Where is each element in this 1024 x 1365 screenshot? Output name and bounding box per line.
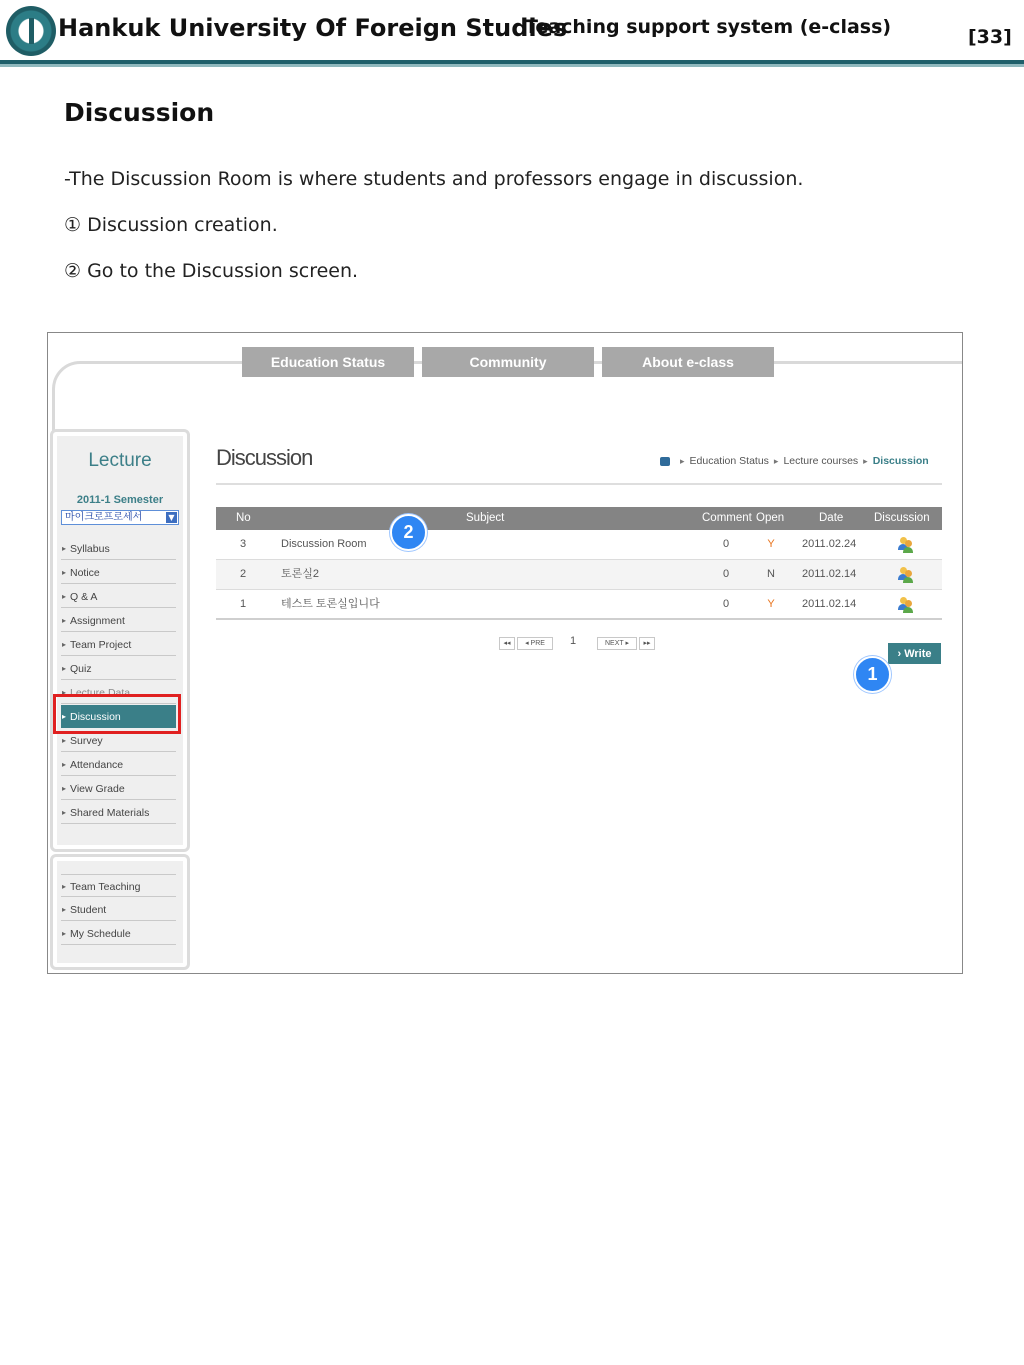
sidebar-item-shared-materials[interactable]: ▸ Shared Materials bbox=[61, 801, 176, 824]
sidebar-item-view-grade[interactable]: ▸ View Grade bbox=[61, 777, 176, 800]
sidebar-item-discussion[interactable]: ▸ Discussion bbox=[61, 705, 176, 728]
breadcrumb-item[interactable]: Lecture courses bbox=[783, 455, 859, 467]
step-1-text: ① Discussion creation. bbox=[64, 214, 278, 236]
sidebar-item-assignment[interactable]: ▸ Assignment bbox=[61, 609, 176, 632]
row-subject-link[interactable]: 토론실2 bbox=[281, 568, 319, 580]
row-comment-count: 0 bbox=[722, 538, 730, 550]
lecture-sidebar bbox=[50, 429, 190, 852]
row-no: 1 bbox=[239, 598, 247, 610]
nav-education-status[interactable]: Education Status bbox=[242, 347, 414, 377]
breadcrumb-current: Discussion bbox=[872, 455, 929, 467]
row-open-status: Y bbox=[767, 538, 775, 550]
sidebar-item-syllabus[interactable]: ▸ Syllabus bbox=[61, 537, 176, 560]
sidebar-item-lecture-data[interactable]: ▸ Lecture Data bbox=[61, 681, 176, 704]
row-date: 2011.02.14 bbox=[802, 598, 857, 610]
page-prev-button[interactable]: ◂ PRE bbox=[517, 637, 553, 650]
discussion-people-icon[interactable] bbox=[897, 567, 913, 583]
course-select-value: 마이크로프로세서 bbox=[65, 512, 143, 523]
university-logo bbox=[6, 6, 56, 56]
row-no: 3 bbox=[239, 538, 247, 550]
col-discussion: Discussion bbox=[874, 512, 930, 524]
table-header bbox=[216, 507, 942, 530]
sidebar-item-team-teaching[interactable]: ▸ Team Teaching bbox=[61, 874, 176, 897]
row-no: 2 bbox=[239, 568, 247, 580]
row-subject-link[interactable]: 테스트 토론실입니다 bbox=[281, 598, 380, 610]
discussion-people-icon[interactable] bbox=[897, 537, 913, 553]
header-divider-light bbox=[0, 64, 1024, 67]
sidebar-title: Lecture bbox=[88, 450, 152, 471]
nav-about-eclass[interactable]: About e-class bbox=[602, 347, 774, 377]
sidebar-item-my-schedule[interactable]: ▸ My Schedule bbox=[61, 922, 176, 945]
nav-community[interactable]: Community bbox=[422, 347, 594, 377]
section-heading: Discussion bbox=[64, 98, 215, 127]
sidebar-item-quiz[interactable]: ▸ Quiz bbox=[61, 657, 176, 680]
row-subject-link[interactable]: Discussion Room bbox=[281, 538, 367, 550]
highlight-box bbox=[53, 694, 181, 734]
page-current[interactable]: 1 bbox=[570, 635, 577, 647]
header-subtitle: Teaching support system (e-class) bbox=[525, 16, 892, 38]
row-date: 2011.02.24 bbox=[802, 538, 857, 550]
write-button[interactable]: › Write bbox=[888, 643, 941, 664]
row-comment-count: 0 bbox=[722, 568, 730, 580]
page-next-button[interactable]: NEXT ▸ bbox=[597, 637, 637, 650]
sidebar-item-notice[interactable]: ▸ Notice bbox=[61, 561, 176, 584]
eclass-screenshot bbox=[47, 332, 963, 974]
chevron-down-icon[interactable]: ▼ bbox=[166, 512, 177, 523]
sidebar-item-student[interactable]: ▸ Student bbox=[61, 898, 176, 921]
sidebar-item-survey[interactable]: ▸ Survey bbox=[61, 729, 176, 752]
sidebar-item-qa[interactable]: ▸ Q & A bbox=[61, 585, 176, 608]
discussion-people-icon[interactable] bbox=[897, 597, 913, 613]
col-date: Date bbox=[819, 512, 844, 524]
page-first-button[interactable]: ◂◂ bbox=[499, 637, 515, 650]
course-select[interactable] bbox=[61, 510, 179, 525]
table-bottom-rule bbox=[216, 618, 942, 620]
sidebar-extra bbox=[50, 854, 190, 970]
col-subject: Subject bbox=[466, 512, 505, 524]
description-line: -The Discussion Room is where students and professors engage in discussion. bbox=[64, 168, 804, 190]
col-no: No bbox=[236, 512, 251, 524]
row-comment-count: 0 bbox=[722, 598, 730, 610]
page-title: Discussion bbox=[216, 445, 313, 470]
page-last-button[interactable]: ▸▸ bbox=[639, 637, 655, 650]
page-number: [33] bbox=[968, 26, 1012, 48]
sidebar-item-attendance[interactable]: ▸ Attendance bbox=[61, 753, 176, 776]
col-open: Open bbox=[756, 512, 785, 524]
row-open-status: Y bbox=[767, 598, 775, 610]
sidebar-item-team-project[interactable]: ▸ Team Project bbox=[61, 633, 176, 656]
breadcrumb: ▸ Education Status ▸ Lecture courses ▸ Discussion bbox=[660, 455, 929, 467]
title-divider bbox=[216, 483, 942, 485]
semester-label: 2011-1 Semester bbox=[76, 494, 164, 506]
header-title: Hankuk University Of Foreign Studies bbox=[58, 14, 568, 42]
row-open-status: N bbox=[767, 568, 775, 580]
callout-marker-2: 2 bbox=[390, 514, 427, 551]
table-row[interactable] bbox=[216, 560, 942, 590]
step-2-text: ② Go to the Discussion screen. bbox=[64, 260, 359, 282]
row-date: 2011.02.14 bbox=[802, 568, 857, 580]
table-row[interactable] bbox=[216, 530, 942, 560]
breadcrumb-item[interactable]: Education Status bbox=[689, 455, 769, 467]
col-comment: Comment bbox=[702, 512, 752, 524]
home-icon[interactable] bbox=[660, 457, 670, 466]
callout-marker-1: 1 bbox=[854, 656, 891, 693]
table-row[interactable] bbox=[216, 590, 942, 620]
